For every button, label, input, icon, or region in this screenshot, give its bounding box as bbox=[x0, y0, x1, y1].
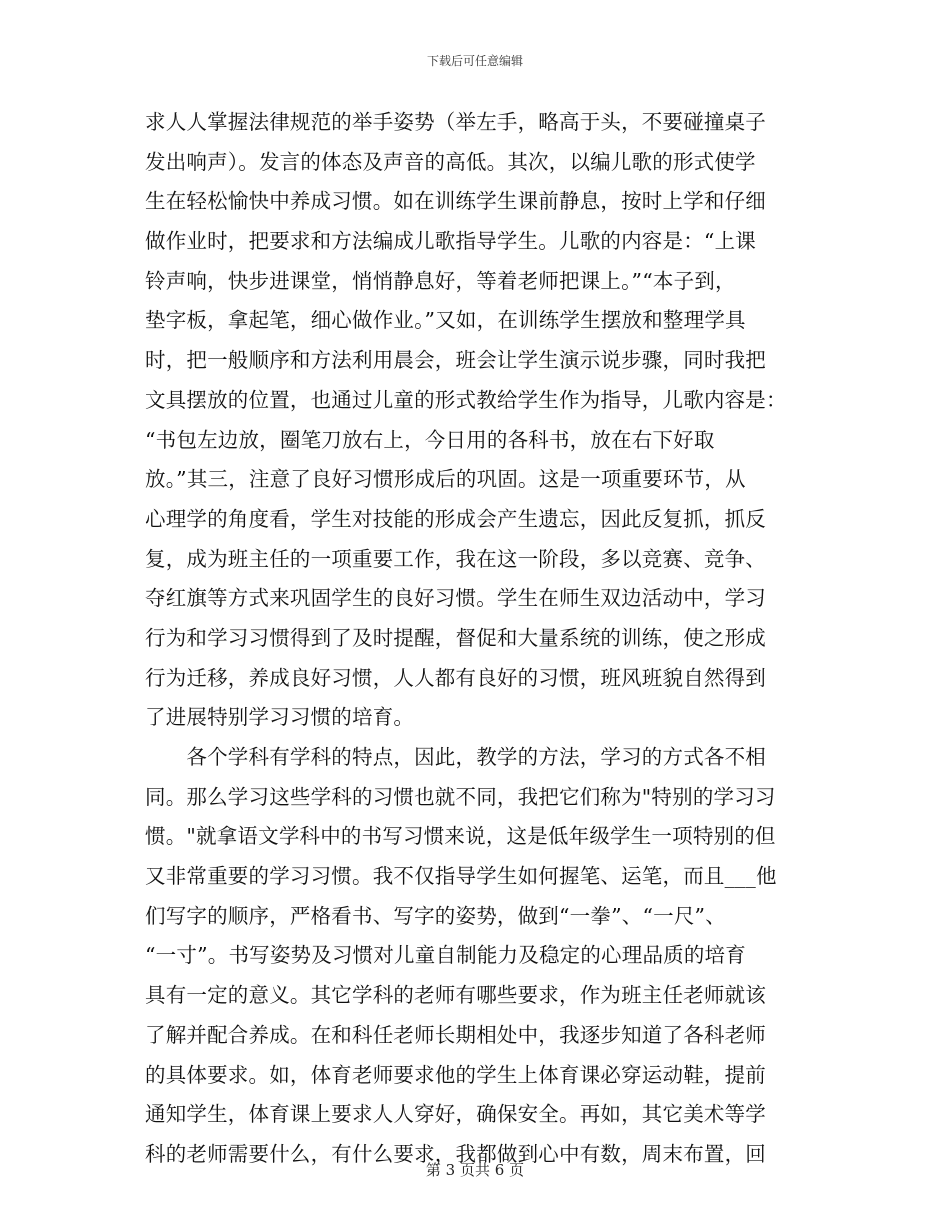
text-line: 文具摆放的位置，也通过儿童的形式教给学生作为指导，儿歌内容是： bbox=[145, 387, 787, 412]
text-line: 具有一定的意义。其它学科的老师有哪些要求，作为班主任老师就该 bbox=[145, 983, 766, 1008]
text-line: 科的老师需要什么，有什么要求，我都做到心中有数，周末布置，回 bbox=[145, 1141, 766, 1166]
text-line: 求人人掌握法律规范的举手姿势（举左手，略高于头，不要碰撞桌子 bbox=[145, 110, 766, 134]
text-line: 心理学的角度看，学生对技能的形成会产生遗忘，因此反复抓，抓反 bbox=[145, 506, 766, 531]
text-line: 行为迁移，养成良好习惯，人人都有良好的习惯，班风班貌自然得到 bbox=[145, 665, 766, 690]
text-line: 了解并配合养成。在和科任老师长期相处中，我逐步知道了各科老师 bbox=[145, 1022, 766, 1047]
text-line: 发出响声）。发言的体态及声音的高低。其次，以编儿歌的形式使学 bbox=[145, 149, 756, 174]
page-footer: 第 3 页共 6 页 bbox=[425, 1161, 525, 1179]
text-line: 同。那么学习这些学科的习惯也就不同，我把它们称为"特别的学习习 bbox=[145, 784, 776, 809]
text-line: 夺红旗等方式来巩固学生的良好习惯。学生在师生双边活动中，学习 bbox=[145, 586, 766, 611]
text-line: 时，把一般顺序和方法利用晨会，班会让学生演示说步骤，同时我把 bbox=[145, 348, 766, 373]
text-line: 各个学科有学科的特点，因此，教学的方法，学习的方式各不相 bbox=[145, 745, 766, 769]
text-line: 铃声响，快步进课堂，悄悄静息好，等着老师把课上。”“本子到， bbox=[145, 268, 736, 293]
text-line: 惯。"就拿语文学科中的书写习惯来说，这是低年级学生一项特别的但 bbox=[145, 824, 776, 849]
text-line: 做作业时，把要求和方法编成儿歌指导学生。儿歌的内容是：“上课 bbox=[145, 229, 756, 254]
text-line: “书包左边放，圈笔刀放右上，今日用的各科书，放在右下好取 bbox=[145, 427, 715, 452]
document-body bbox=[145, 106, 810, 1178]
text-line: 复，成为班主任的一项重要工作，我在这一阶段，多以竞赛、竞争、 bbox=[145, 546, 766, 571]
text-line: 垫字板，拿起笔，细心做作业。”又如，在训练学生摆放和整理学具 bbox=[145, 308, 746, 333]
text-line: 生在轻松愉快中养成习惯。如在训练学生课前静息，按时上学和仔细 bbox=[145, 189, 766, 214]
text-line: 行为和学习习惯得到了及时提醒，督促和大量系统的训练，使之形成 bbox=[145, 625, 766, 650]
text-line: 又非常重要的学习习惯。我不仅指导学生如何握笔、运笔，而且___他 bbox=[145, 864, 777, 889]
text-line: 们写字的顺序，严格看书、写字的姿势，做到“一拳”、“一尺”、 bbox=[145, 903, 726, 928]
text-line: “一寸”。书写姿势及习惯对儿童自制能力及稳定的心理品质的培育 bbox=[145, 943, 746, 968]
page-header: 下载后可任意编辑 bbox=[426, 54, 523, 68]
text-line: 的具体要求。如，体育老师要求他的学生上体育课必穿运动鞋，提前 bbox=[145, 1062, 766, 1087]
text-line: 了进展特别学习习惯的培育。 bbox=[145, 705, 415, 730]
text-line: 通知学生，体育课上要求人人穿好，确保安全。再如，其它美术等学 bbox=[145, 1102, 766, 1127]
text-line: 放。”其三，注意了良好习惯形成后的巩固。这是一项重要环节，从 bbox=[145, 467, 746, 492]
